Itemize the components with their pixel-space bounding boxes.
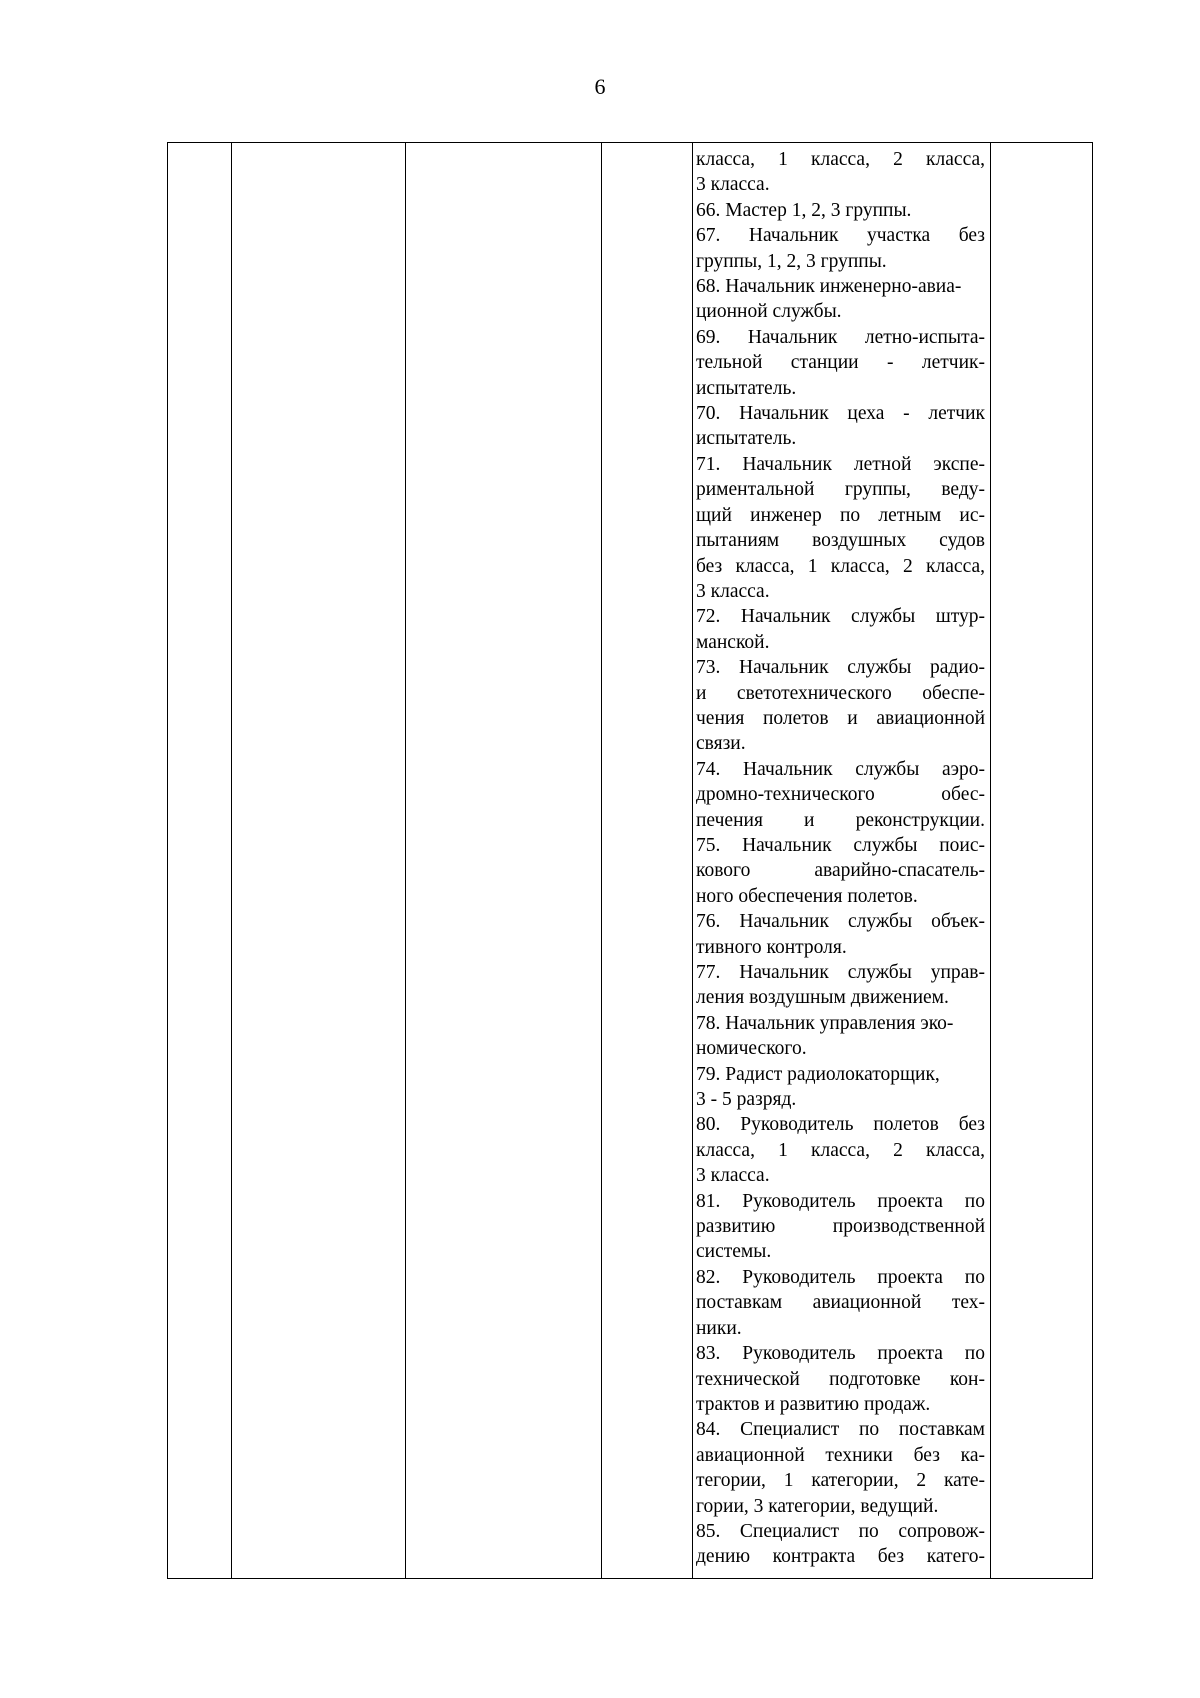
cell-line: 85. Специалист по сопровож- [696,1520,985,1542]
cell-line: ления воздушным движением. [696,987,949,1009]
cell-line: щий инженер по летным ис- [696,504,985,526]
cell-line: 83. Руководитель проекта по [696,1343,985,1365]
cell-line: дению контракта без катего- [696,1546,985,1568]
cell-line: 75. Начальник службы поис- [696,834,985,856]
cell-line: 71. Начальник летной экспе- [696,453,985,475]
cell-line: номического. [696,1038,807,1060]
cell-line: технической подготовке кон- [696,1368,985,1390]
column-divider-3 [601,143,602,1578]
cell-line: авиационной техники без ка- [696,1444,985,1466]
cell-line: 77. Начальник службы управ- [696,962,985,983]
cell-line: связи. [696,733,746,755]
cell-line: 3 - 5 разряд. [696,1089,797,1111]
cell-line: 74. Начальник службы аэро- [696,758,985,780]
cell-line: тельной станции - летчик- [696,352,985,374]
cell-line: 67. Начальник участка без [696,225,985,247]
cell-line: 72. Начальник службы штур- [696,606,985,628]
column-divider-1 [231,143,232,1578]
cell-line: ционной службы. [696,301,842,323]
cell-line: чения полетов и авиационной [696,707,985,729]
cell-line: 69. Начальник летно-испыта- [696,326,985,348]
cell-line: тегории, 1 категории, 2 кате- [696,1470,985,1492]
column-divider-4 [692,143,693,1578]
table [167,142,1093,1579]
cell-line: ного обеспечения полетов. [696,885,918,907]
cell-line: 3 класса. [696,1165,770,1187]
cell-line: системы. [696,1241,772,1263]
cell-line: 80. Руководитель полетов без [696,1114,985,1136]
cell-line: 79. Радист радиолокаторщик, [696,1063,940,1085]
cell-line: 3 класса. [696,174,770,196]
cell-line: печения и реконструкции. [696,809,985,831]
cell-line: 73. Начальник службы радио- [696,657,985,679]
cell-line: поставкам авиационной тех- [696,1292,985,1314]
cell-line: дромно-технического обес- [696,784,985,806]
column-divider-5 [990,143,991,1578]
cell-line: развитию производственной [696,1216,985,1238]
cell-line: 78. Начальник управления эко- [696,1012,954,1034]
cell-line: 68. Начальник инженерно-авиа- [696,276,962,298]
cell-line: 82. Руководитель проекта по [696,1266,985,1288]
cell-line: 70. Начальник цеха - летчик [696,403,985,425]
cell-line: 76. Начальник службы объек- [696,911,985,933]
column-divider-2 [405,143,406,1578]
cell-line: класса, 1 класса, 2 класса, [696,149,985,170]
position-list-cell [696,147,985,1570]
cell-line: трактов и развитию продаж. [696,1393,931,1415]
cell-line: риментальной группы, веду- [696,479,985,501]
cell-line: кового аварийно-спасатель- [696,860,985,882]
cell-line: испытатель. [696,428,797,450]
cell-line: манской. [696,631,770,653]
cell-line: испытатель. [696,377,797,399]
cell-line: пытаниям воздушных судов [696,530,985,552]
cell-line: класса, 1 класса, 2 класса, [696,1139,985,1161]
cell-line: и светотехнического обеспе- [696,682,985,704]
cell-line: 3 класса. [696,580,770,602]
cell-line: тивного контроля. [696,936,847,958]
cell-line: 81. Руководитель проекта по [696,1190,985,1212]
cell-line: 66. Мастер 1, 2, 3 группы. [696,199,912,221]
cell-line: 84. Специалист по поставкам [696,1419,985,1441]
cell-line: ники. [696,1317,742,1339]
cell-line: без класса, 1 класса, 2 класса, [696,555,985,577]
cell-line: гории, 3 категории, ведущий. [696,1495,939,1517]
page-number: 6 [594,74,606,99]
cell-line: группы, 1, 2, 3 группы. [696,250,887,272]
